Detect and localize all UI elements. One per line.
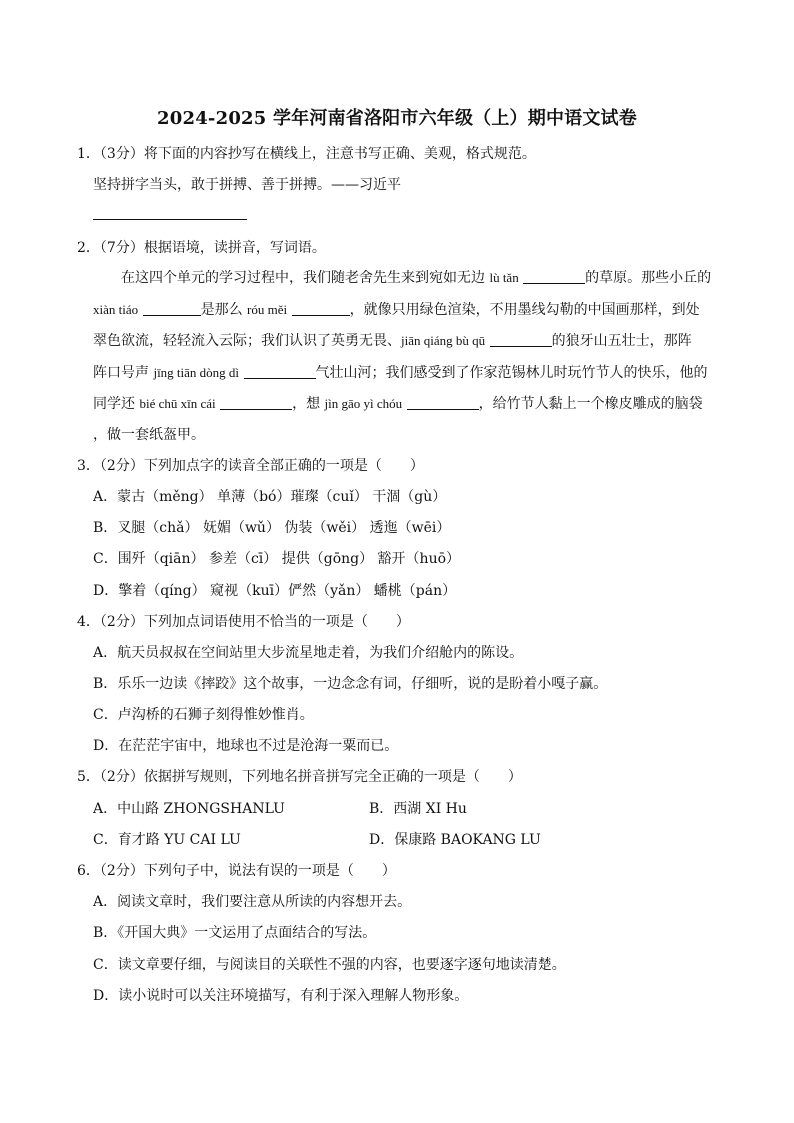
q2-line-3 — [93, 332, 692, 350]
q1-stem: 1．（3分）将下面的内容抄写在横线上，注意书写正确、美观，格式规范。 — [77, 146, 536, 162]
q2-pinyin-7: jìn gāo yì chóu — [324, 396, 403, 411]
q5-stem: 5．（2分）依据拼写规则，下列地名拼音拼写完全正确的一项是（ ） — [77, 769, 522, 785]
q6-option-d[interactable]: D．读小说时可以关注环境描写，有利于深入理解人物形象。 — [93, 988, 469, 1004]
q2-line-1 — [121, 269, 711, 287]
q2-text: ，给竹节人黏上一个橡皮雕成的脑袋 — [478, 396, 703, 412]
q4-option-b[interactable]: B．乐乐一边读《摔跤》这个故事，一边念念有词，仔细听，说的是盼着小嘎子赢。 — [93, 676, 608, 692]
q2-pinyin-5: jīng tiān dòng dì — [153, 365, 240, 380]
q6-option-c[interactable]: C．读文章要仔细，与阅读目的关联性不强的内容，也要逐字逐句地读清楚。 — [93, 957, 566, 973]
q2-pinyin-1: lù tǎn — [489, 270, 519, 285]
q2-pinyin-4: jiān qiáng bù qū — [401, 333, 486, 348]
q3-option-a[interactable]: A．蒙古（měng） 单薄（bó）璀璨（cuǐ） 干涸（gù） — [93, 489, 447, 505]
q2-text: 的狼牙山五壮士，那阵 — [551, 333, 692, 349]
q6-stem: 6．（2分）下列句子中，说法有误的一项是（ ） — [77, 863, 396, 879]
q2-text: 阵口号声 — [93, 365, 154, 381]
q2-text: 的草原。那些小丘的 — [585, 270, 712, 286]
q5-option-a[interactable]: A．中山路 ZHONGSHANLU — [93, 801, 285, 817]
q5-option-c[interactable]: C．育才路 YU CAI LU — [93, 832, 241, 848]
q1-answer-line[interactable] — [93, 219, 247, 220]
q2-text: 是那么 — [200, 302, 248, 318]
page-title: 2024-2025 学年河南省洛阳市六年级（上）期中语文试卷 — [157, 108, 637, 129]
q3-option-d[interactable]: D．擎着（qíng） 窥视（kuī）俨然（yǎn） 蟠桃（pán） — [93, 583, 457, 599]
q4-option-c[interactable]: C．卢沟桥的石狮子刻得惟妙惟肖。 — [93, 707, 314, 723]
q4-stem: 4．（2分）下列加点词语使用不恰当的一项是（ ） — [77, 614, 410, 630]
q4-option-d[interactable]: D．在茫茫宇宙中，地球也不过是沧海一粟而已。 — [93, 738, 399, 754]
q1-text: 坚持拼字当头，敢于拼搏、善于拼搏。——习近平 — [93, 177, 401, 193]
q3-option-c[interactable]: C．围歼（qiān） 参差（cī） 提供（gōng） 豁开（huō） — [93, 551, 461, 567]
q2-text: ，想 — [292, 396, 325, 412]
q2-line-4 — [93, 364, 708, 382]
q2-blank-4[interactable] — [490, 332, 552, 347]
q2-blank-2[interactable] — [143, 301, 201, 316]
q3-stem: 3．（2分）下列加点字的读音全部正确的一项是（ ） — [77, 458, 424, 474]
q2-pinyin-3: róu měi — [247, 302, 288, 317]
q5-option-d[interactable]: D．保康路 BAOKANG LU — [369, 832, 541, 848]
q2-text: 同学还 — [93, 396, 140, 412]
q6-option-b[interactable]: B．《开国大典》一文运用了点面结合的写法。 — [93, 925, 377, 941]
q2-blank-6[interactable] — [220, 395, 292, 410]
q2-line-6: ，做一套纸盔甲。 — [93, 427, 205, 443]
q4-option-a[interactable]: A．航天员叔叔在空间站里大步流星地走着，为我们介绍舱内的陈设。 — [93, 645, 524, 661]
q2-blank-7[interactable] — [407, 395, 479, 410]
q2-pinyin-6: bié chū xīn cái — [139, 396, 216, 411]
q2-text: 气壮山河；我们感受到了作家范锡林儿时玩竹节人的快乐，他的 — [315, 365, 708, 381]
q2-pinyin-2: xiàn tiáo — [93, 302, 139, 317]
q6-option-a[interactable]: A．阅读文章时，我们要注意从所读的内容想开去。 — [93, 894, 412, 910]
q5-option-b[interactable]: B．西湖 XI Hu — [369, 801, 467, 817]
q2-text: 翠色欲流，轻轻流入云际；我们认识了英勇无畏、 — [93, 333, 401, 349]
q2-blank-3[interactable] — [292, 301, 350, 316]
q2-stem: 2．（7分）根据语境，读拼音，写词语。 — [77, 240, 326, 256]
q2-line-2 — [93, 301, 700, 319]
q2-line-5 — [93, 395, 703, 413]
q2-text: ，就像只用绿色渲染，不用墨线勾勒的中国画那样，到处 — [349, 302, 700, 318]
q2-text: 在这四个单元的学习过程中，我们随老舍先生来到宛如无边 — [121, 270, 490, 286]
q2-blank-5[interactable] — [244, 364, 316, 379]
q2-blank-1[interactable] — [523, 269, 585, 284]
q3-option-b[interactable]: B．叉腿（chǎ） 妩媚（wǔ） 伪装（wěi） 透迤（wēi） — [93, 520, 451, 536]
